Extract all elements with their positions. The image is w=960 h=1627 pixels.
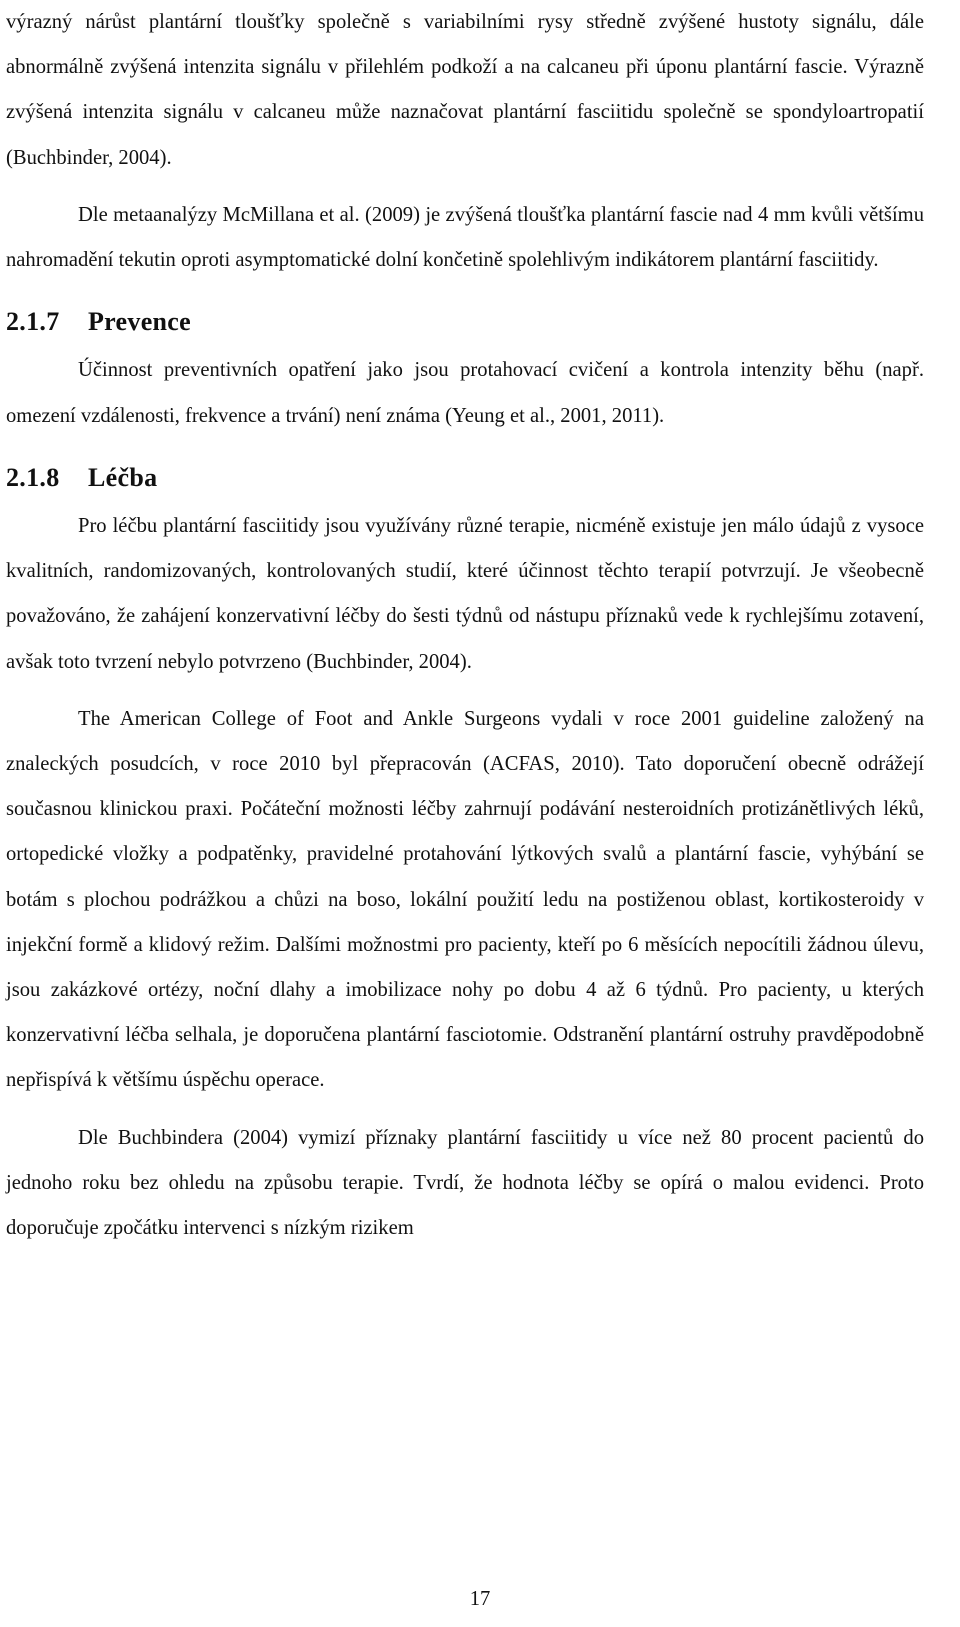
paragraph-gap (6, 1104, 924, 1116)
paragraph-lecba-1: Pro léčbu plantární fasciitidy jsou využívány různé terapie, nicméně existuje jen málo údajů z vysoce kvalitních, randomizovaných, kontrolovaných studií, které účinnost těchto terapií potvrzují. Je všeobecně považováno, že zahájení konzervativní léčby do šesti týdnů od nástupu příznaků vede k rychlejšímu zotavení, avšak toto tvrzení nebylo potvrzeno (Buchbinder, 2004). (6, 515, 924, 673)
paragraph-lecba-2: The American College of Foot and Ankle Surgeons vydali v roce 2001 guideline založený na znaleckých posudcích, v roce 2010 byl přepracován (ACFAS, 2010). Tato doporučení obecně odrážejí současnou klinickou praxi. Počáteční možnosti léčby zahrnují podávání nesteroidních protizánětlivých léků, ortopedické vložky a podpatěnky, pravidelné protahování lýtkových svalů a plantární fascie, vyhýbání se botám s plochou podrážkou a chůzi na boso, lokální použití ledu na postiženou oblast, kortikosteroidy v injekční formě a klidový režim. Dalšími možnostmi pro pacienty, kteří po 6 měsících nepocítili žádnou úlevu, jsou zakázkové ortézy, noční dlahy a imobilizace nohy po dobu 4 až 6 týdnů. Pro pacienty, u kterých konzervativní léčba selhala, je doporučena plantární fasciotomie. Odstranění plantární ostruhy pravděpodobně nepřispívá k většímu úspěchu operace. (6, 707, 924, 1092)
section-gap (6, 439, 924, 455)
section-heading-prevence (6, 299, 924, 344)
paragraph-lecba-3: Dle Buchbindera (2004) vymizí příznaky plantární fasciitidy u více než 80 procent pacientů do jednoho roku bez ohledu na způsobu terapie. Tvrdí, že hodnota léčby se opírá o malou evidenci. Proto doporučuje zpočátku intervenci s nízkým rizikem (6, 1126, 924, 1240)
section-title: Prevence (88, 307, 191, 337)
paragraph-gap (6, 685, 924, 697)
paragraph-intro-2: Dle metaanalýzy McMillana et al. (2009) je zvýšená tloušťka plantární fascie nad 4 mm kvůli většímu nahromadění tekutin oproti asymptomatické dolní končetině spolehlivým indikátorem plantární fasciitidy. (6, 203, 924, 272)
section-title: Léčba (88, 462, 158, 492)
section-heading-lecba (6, 455, 924, 500)
section-gap (6, 283, 924, 299)
section-number: 2.1.8 (6, 462, 60, 492)
page-number: 17 (469, 1588, 491, 1610)
paragraph-gap (6, 181, 924, 193)
section-number: 2.1.7 (6, 307, 60, 337)
paragraph-prevence-1: Účinnost preventivních opatření jako jsou protahovací cvičení a kontrola intenzity běhu (např. omezení vzdálenosti, frekvence a trvání) není známa (Yeung et al., 2001, 2011). (6, 359, 924, 427)
document-page (6, 0, 924, 1251)
paragraph-intro-1: výrazný nárůst plantární tloušťky společně s variabilními rysy středně zvýšené hustoty signálu, dále abnormálně zvýšená intenzita signálu v přilehlém podkoží a na calcaneu při úponu plantární fascie. Výrazně zvýšená intenzita signálu v calcaneu může naznačovat plantární fasciitidu společně se spondyloartropatií (Buchbinder, 2004). (6, 11, 924, 169)
